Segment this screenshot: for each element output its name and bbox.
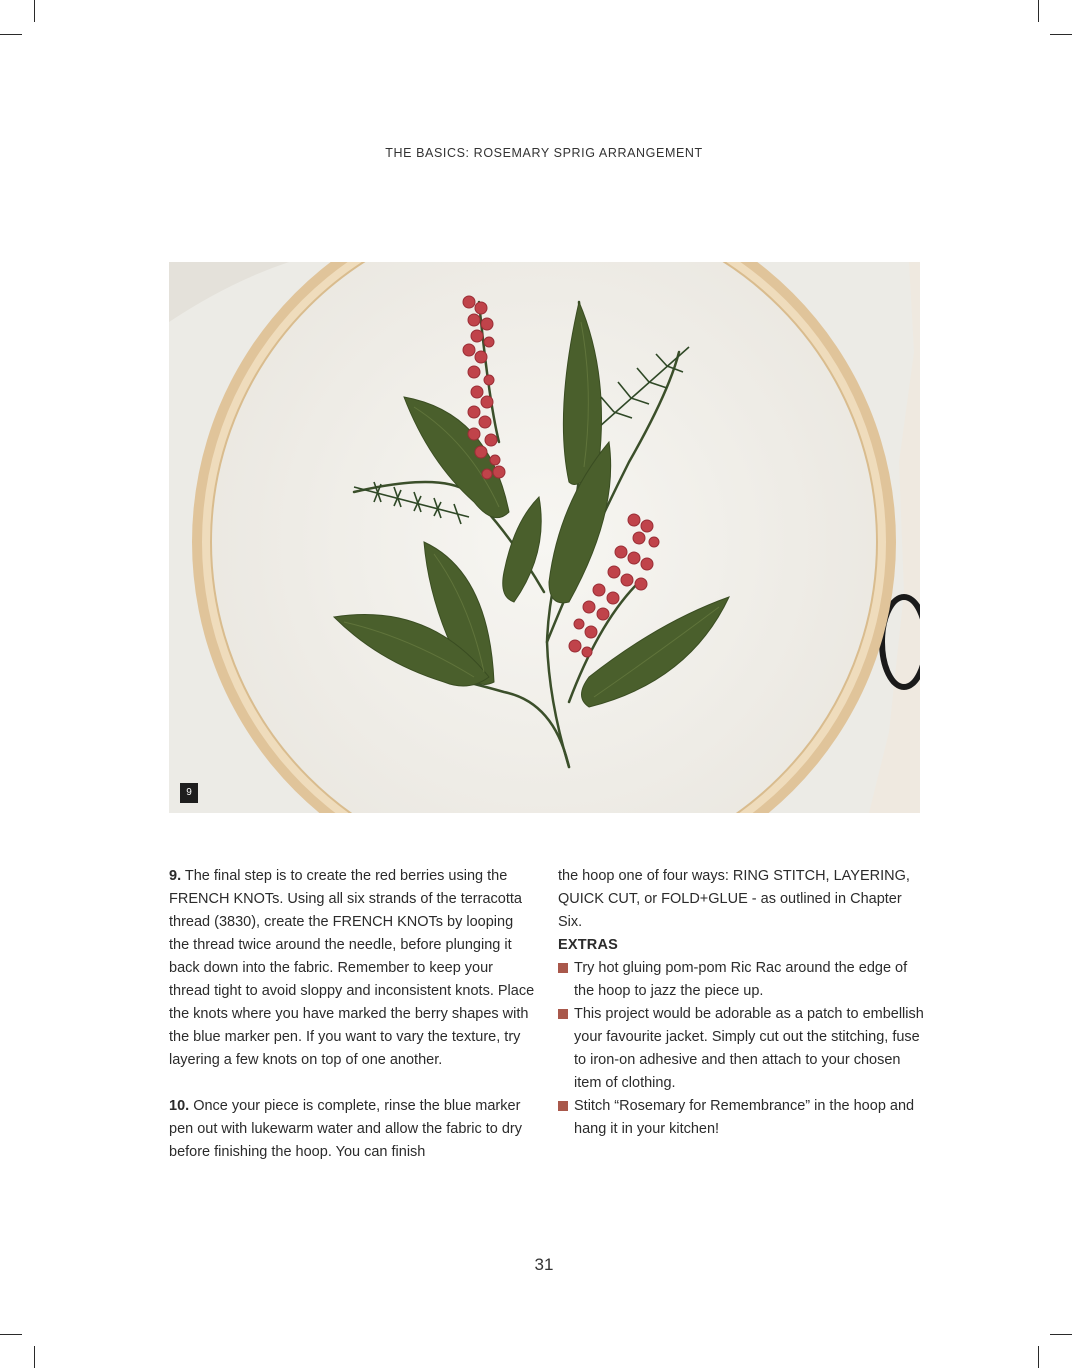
bullet-square-icon — [558, 963, 568, 973]
crop-mark — [34, 0, 35, 22]
extras-item — [558, 1003, 924, 1095]
right-column — [558, 865, 924, 1141]
crop-mark — [1038, 1346, 1039, 1368]
extras-item — [558, 957, 924, 1003]
step-10-continuation: the hoop one of four ways: RING STITCH, LAYERING, QUICK CUT, or FOLD+GLUE - as outlined in Chapter Six. — [558, 868, 910, 930]
bullet-square-icon — [558, 1101, 568, 1111]
running-head: THE BASICS: ROSEMARY SPRIG ARRANGEMENT — [385, 146, 703, 160]
extras-item-text: This project would be adorable as a patch to embellish your favourite jacket. Simply cut out the stitching, fuse to iron-on adhesive and then attach to your chosen item of clothing. — [574, 1006, 924, 1091]
step-10-paragraph — [169, 1095, 537, 1164]
page-number: 31 — [534, 1255, 554, 1274]
crop-mark — [0, 1334, 22, 1335]
left-column — [169, 865, 537, 1164]
bullet-square-icon — [558, 1009, 568, 1019]
extras-item-text: Try hot gluing pom-pom Ric Rac around the edge of the hoop to jazz the piece up. — [574, 960, 908, 999]
crop-mark — [1050, 34, 1072, 35]
step-9-number: 9. — [169, 868, 182, 884]
step-10-text: Once your piece is complete, rinse the blue marker pen out with lukewarm water and allow the fabric to dry before finishing the hoop. You can finish — [169, 1098, 523, 1160]
step-number-badge: 9 — [180, 783, 198, 803]
crop-mark — [0, 34, 22, 35]
crop-mark — [34, 1346, 35, 1368]
extras-heading: EXTRAS — [558, 937, 619, 953]
embroidery-photo — [169, 262, 920, 813]
crop-mark — [1038, 0, 1039, 22]
extras-item-text: Stitch “Rosemary for Remembrance” in the hoop and hang it in your kitchen! — [574, 1098, 915, 1137]
crop-mark — [1050, 1334, 1072, 1335]
step-9-text: The final step is to create the red berries using the FRENCH KNOTs. Using all six strands of the terracotta thread (3830), create the FRENCH KNOTs by looping the thread twice around the needle, before plunging it back down into the fabric. Remember to keep your thread tight to avoid sloppy and inconsistent knots. Place the knots where you have marked the berry shapes with the blue marker pen. If you want to vary the texture, try layering a few knots on top of one another. — [169, 868, 535, 1068]
step-10-number: 10. — [169, 1098, 190, 1114]
embroidery-hoop-illustration — [169, 262, 920, 813]
step-9-paragraph — [169, 865, 537, 1072]
extras-item — [558, 1095, 924, 1141]
